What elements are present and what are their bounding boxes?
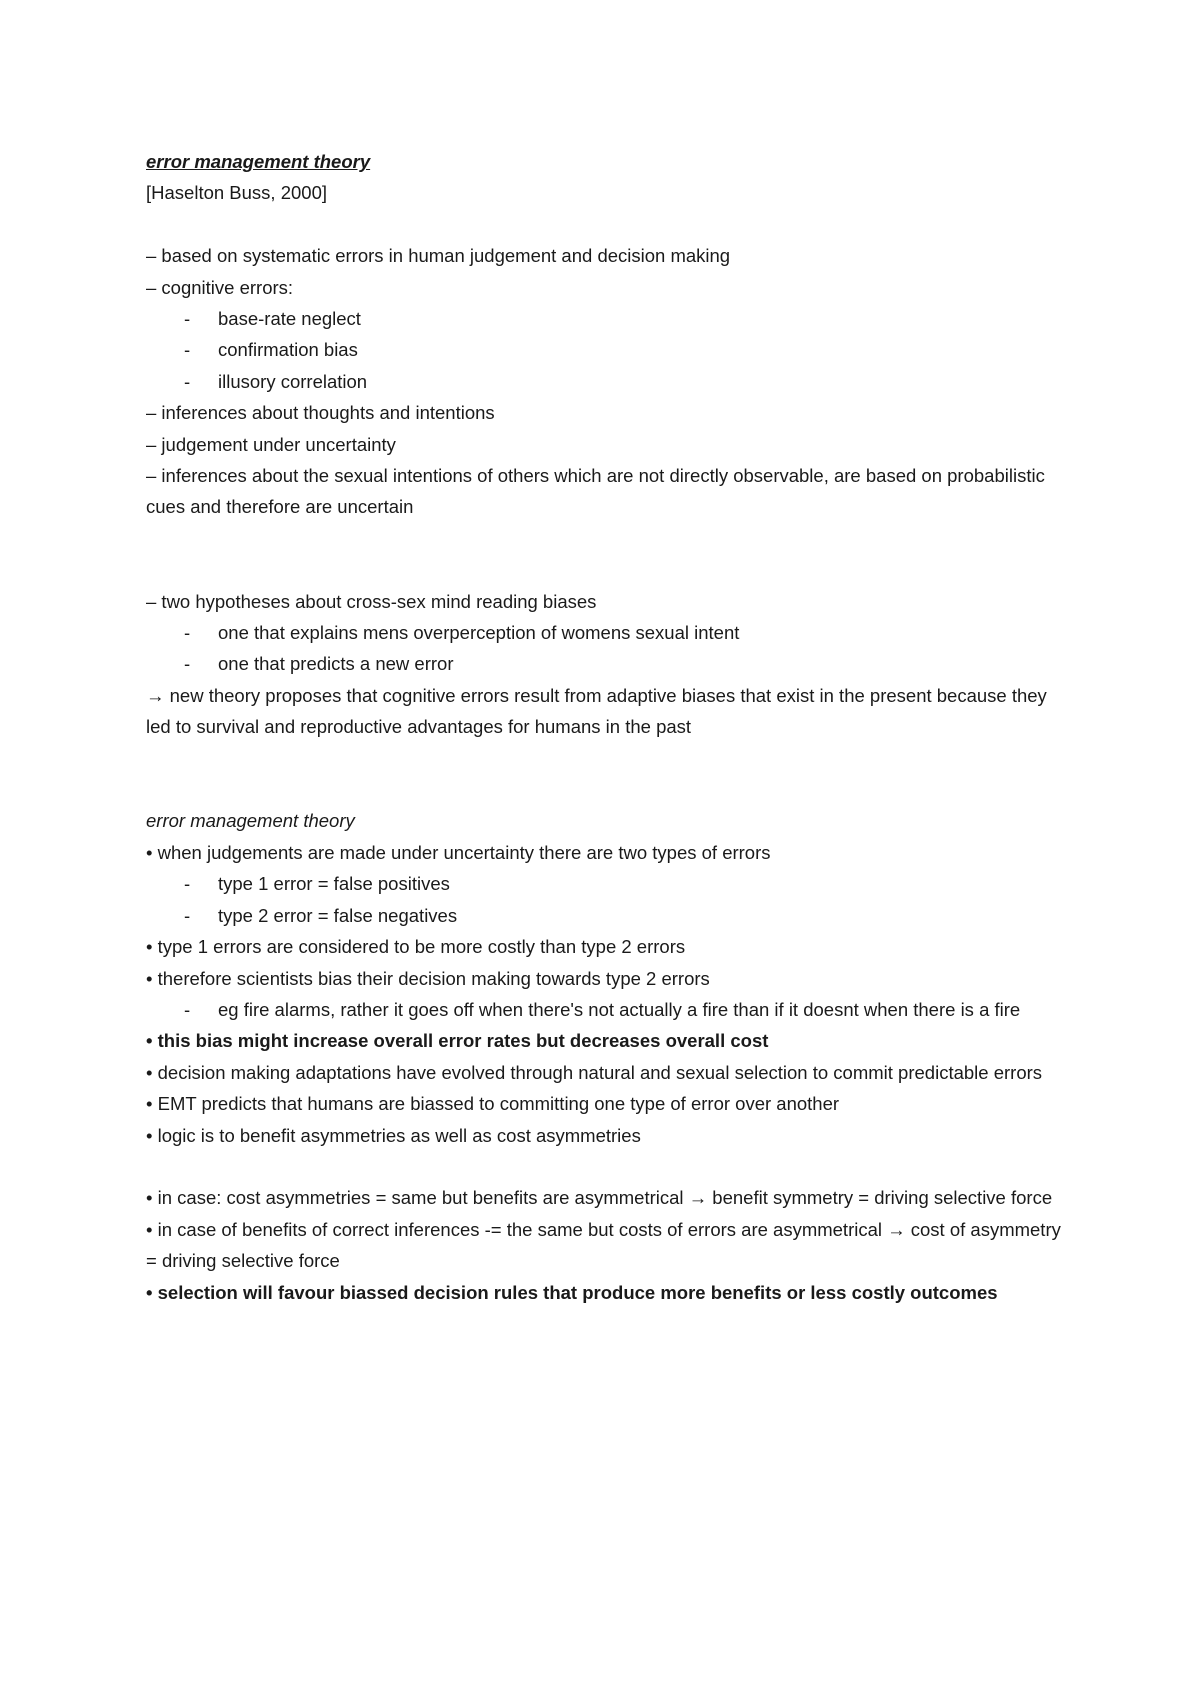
note-line: – judgement under uncertainty xyxy=(146,433,396,455)
sub-item: - type 2 error = false negatives xyxy=(146,900,1066,931)
citation: [Haselton Buss, 2000] xyxy=(146,182,327,204)
note-line: – inferences about thoughts and intentions xyxy=(146,402,495,424)
dash-marker: - xyxy=(184,904,191,926)
dash-marker: - xyxy=(184,308,191,330)
sub-item: - base-rate neglect xyxy=(146,303,1066,334)
spacer xyxy=(146,1151,1066,1182)
spacer xyxy=(146,209,1066,240)
sub-item: - illusory correlation xyxy=(146,366,1066,397)
dash-marker: - xyxy=(184,998,191,1020)
dash-marker: - xyxy=(184,339,191,361)
spacer xyxy=(146,743,1066,806)
note-line: – based on systematic errors in human judgement and decision making xyxy=(146,245,731,267)
dash-marker: - xyxy=(184,873,191,895)
dash-marker: - xyxy=(184,653,191,675)
section-heading: error management theory xyxy=(146,810,355,832)
spacer xyxy=(146,523,1066,586)
note-line: – inferences about the sexual intentions of others which are not directly observable, are based on probabilistic cues and therefore are uncertain xyxy=(146,465,1045,518)
bullet-item: • when judgements are made under uncertainty there are two types of errors xyxy=(146,841,771,863)
document-title: error management theory xyxy=(146,151,371,172)
dash-marker: - xyxy=(184,622,191,644)
note-line: – cognitive errors: xyxy=(146,276,294,298)
bullet-item: • type 1 errors are considered to be more costly than type 2 errors xyxy=(146,936,686,958)
sub-item: - type 1 error = false positives xyxy=(146,868,1066,899)
sub-item: - confirmation bias xyxy=(146,334,1066,365)
bullet-item: • logic is to benefit asymmetries as well as cost asymmetries xyxy=(146,1124,641,1146)
sub-item: - one that explains mens overperception of womens sexual intent xyxy=(146,617,1066,648)
bullet-item: • decision making adaptations have evolved through natural and sexual selection to commit predictable errors xyxy=(146,1061,1043,1083)
bullet-item-bold: • selection will favour biassed decision rules that produce more benefits or less costly outcomes xyxy=(146,1281,998,1303)
bullet-item-bold: • this bias might increase overall error rates but decreases overall cost xyxy=(146,1030,769,1052)
bullet-item: • in case of benefits of correct inferences -= the same but costs of errors are asymmetrical → cost of asymmetry = driving selective force xyxy=(146,1218,1061,1272)
bullet-item: • therefore scientists bias their decision making towards type 2 errors xyxy=(146,967,710,989)
bullet-item: • EMT predicts that humans are biassed to committing one type of error over another xyxy=(146,1093,840,1115)
dash-marker: - xyxy=(184,370,191,392)
document-body xyxy=(146,146,1066,1308)
note-line: – two hypotheses about cross-sex mind reading biases xyxy=(146,590,597,612)
sub-item: - eg fire alarms, rather it goes off when there's not actually a fire than if it doesnt when there is a fire xyxy=(146,994,1066,1025)
note-line: → new theory proposes that cognitive errors result from adaptive biases that exist in the present because they led to survival and reproductive advantages for humans in the past xyxy=(146,684,1047,738)
bullet-item: • in case: cost asymmetries = same but benefits are asymmetrical → benefit symmetry = driving selective force xyxy=(146,1187,1053,1209)
sub-item: - one that predicts a new error xyxy=(146,648,1066,679)
